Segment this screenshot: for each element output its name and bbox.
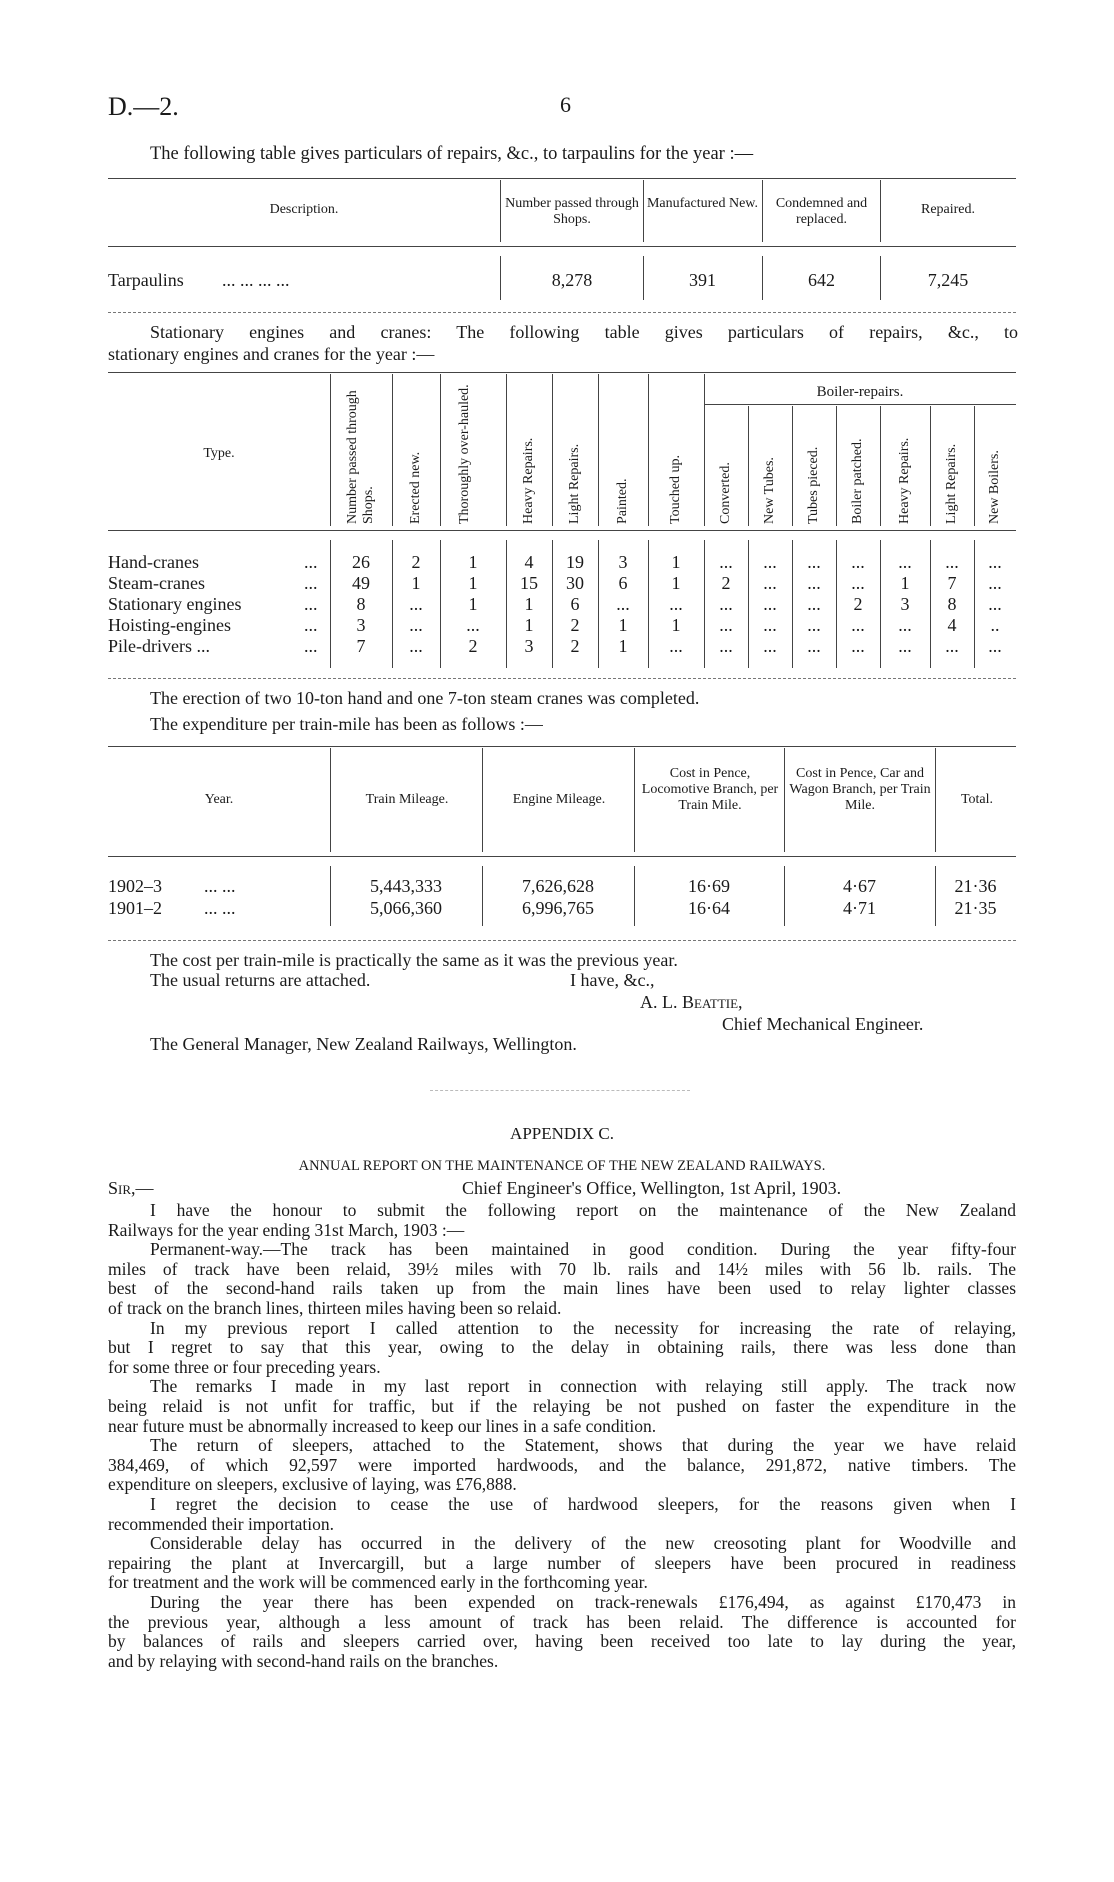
table-cell: ... [988,552,1002,572]
col-divider [762,180,763,242]
table-cell: ... [851,573,865,593]
header-manufactured: Manufactured New. [646,196,759,211]
header-type: Type. [203,446,235,461]
addressee: The General Manager, New Zealand Railways, Wellington. [150,1034,577,1054]
table-cell: ... [988,594,1002,614]
table-cell: ... [669,594,683,614]
table-cell: ... [409,594,423,614]
header-condemned: Condemned and replaced. [775,196,868,227]
header-cost-car-wagon: Cost in Pence, Car and Wagon Branch, per Train Mile. [789,766,931,813]
expenditure-intro: The expenditure per train-mile has been as follows :— [150,714,543,734]
table-rule [108,178,1016,179]
appendix-line: being relaid is not unfit for traffic, but if the relaying be not pushed on faster the expenditure in the [108,1396,1016,1416]
table-rule [108,530,1016,531]
header-touched-up: Touched up. [668,454,683,524]
section-divider [430,1090,690,1091]
header-boiler-heavy-repairs: Heavy Repairs. [897,437,912,524]
table-cell: 5,443,333 [370,876,442,896]
table-cell: 16·69 [688,876,730,896]
table-rule [108,312,1016,313]
table-rule [108,678,1016,679]
table-cell: 2 [721,573,731,593]
table-cell: 2 [570,615,580,635]
col-divider [598,374,599,526]
col-divider [784,748,785,852]
appendix-line: best of the second-hand rails taken up from the main lines have been used to relay lighter classes [108,1278,1016,1299]
table-cell: 2 [411,552,421,572]
header-description: Description. [269,202,339,217]
appendix-line: of track on the branch lines, thirteen miles having been so relaid. [108,1298,562,1318]
table-cell: ... [898,615,912,635]
table-cell: 3 [524,636,534,656]
table-cell: 30 [566,573,584,593]
col-divider [792,406,793,526]
value-condemned: 642 [808,270,835,290]
col-divider [440,374,441,526]
value-repaired: 7,245 [927,270,969,290]
table-cell: ... [807,573,821,593]
table-cell: 21·35 [954,898,997,918]
row-label: Pile-drivers ... [108,636,210,656]
appendix-line: Considerable delay has occurred in the delivery of the new creosoting plant for Woodville and [150,1533,1016,1554]
header-thoroughly-overhauled: Thoroughly over-hauled. [457,384,472,524]
leader-dots: ... [304,594,318,614]
table-rule [108,746,1016,747]
table-cell: 4·67 [843,876,876,896]
header-boiler-repairs: Boiler-repairs. [816,384,904,400]
appendix-title: APPENDIX C. [510,1124,614,1143]
table-cell: ... [988,573,1002,593]
appendix-line: In my previous report I called attention to the necessity for increasing the rate of relaying, [150,1317,1016,1338]
table-cell: ... [807,636,821,656]
col-divider [482,748,483,852]
table-cell: ... [409,636,423,656]
table-cell: 8 [947,594,957,614]
appendix-line: and by relaying with second-hand rails on the branches. [108,1650,499,1671]
header-cost-locomotive: Cost in Pence, Locomotive Branch, per Train Mile. [641,766,779,813]
table-cell: 6 [570,594,580,614]
table-cell: ... [466,615,480,635]
leader-dots: ... [304,636,318,656]
appendix-line: recommended their importation. [108,1513,334,1534]
table-cell: 1 [671,615,681,635]
table-cell: ... [851,552,865,572]
col-divider [930,406,931,526]
col-divider [648,374,649,526]
appendix-line: I regret the decision to cease the use of hardwood sleepers, for the reasons given when I [150,1494,1016,1514]
header-painted: Painted. [615,478,630,524]
table-cell: ... [719,552,733,572]
table-cell: ... [763,636,777,656]
table-cell: ... [616,594,630,614]
col-divider [330,748,331,852]
header-light-repairs: Light Repairs. [567,443,582,524]
table-cell: 3 [356,615,366,635]
page-reference: D.—2. [108,92,179,121]
table-cell: 2 [570,636,580,656]
appendix-line: near future must be abnormally increased to keep our lines in a safe condition. [108,1415,657,1436]
salutation: Sir,— [108,1178,154,1198]
table-cell: 5,066,360 [370,898,442,918]
table-cell: 1 [524,594,534,614]
table-cell: ... [409,615,423,635]
col-divider [500,180,501,242]
appendix-line: by balances of rails and sleepers carried over, having been received too late to lay during the year, [108,1631,1016,1652]
header-new-tubes: New Tubes. [762,457,777,524]
col-divider [500,256,501,300]
appendix-subtitle: ANNUAL REPORT ON THE MAINTENANCE OF THE NEW ZEALAND RAILWAYS. [298,1158,826,1174]
table-cell: 2 [468,636,478,656]
row-label: Hoisting-engines [108,615,231,635]
page-number: 6 [560,92,571,117]
table-cell: 8 [356,594,366,614]
row-year: 1901–2 [108,898,162,918]
header-converted: Converted. [718,462,733,524]
appendix-line: I have the honour to submit the following report on the maintenance of the New Zealand [150,1200,1016,1220]
closing-line-2: The usual returns are attached. [150,970,371,990]
table-cell: 1 [618,615,628,635]
table-rule [108,372,1016,373]
header-total: Total. [960,792,994,807]
table-cell: 15 [520,573,538,593]
table-cell: ... [719,615,733,635]
table-cell: 7 [947,573,957,593]
table-cell: ... [763,552,777,572]
table-cell: ... [945,636,959,656]
table-cell: 4 [524,552,534,572]
table-cell: 6,996,765 [522,898,594,918]
table-cell: 3 [900,594,910,614]
table-cell: 1 [411,573,421,593]
row-label: Hand-cranes [108,552,199,572]
table-cell: 1 [671,552,681,572]
table-cell: 19 [566,552,584,572]
table-cell: ... [763,615,777,635]
table-rule [108,246,1016,247]
table-cell: ... [988,636,1002,656]
header-boiler-patched: Boiler patched. [850,438,865,524]
col-divider [704,374,705,526]
table-cell: 1 [468,552,478,572]
col-divider [634,748,635,852]
table-cell: ... [807,594,821,614]
table-cell: ... [898,552,912,572]
table-cell: 1 [468,573,478,593]
closing-line-1: The cost per train-mile is practically the same as it was the previous year. [150,950,678,970]
col-divider [880,256,881,300]
table-cell: 7,626,628 [522,876,594,896]
header-heavy-repairs: Heavy Repairs. [521,437,536,524]
appendix-line: miles of track have been relaid, 39½ miles with 70 lb. rails and 14½ miles with 56 lb. rails. The [108,1258,1016,1279]
appendix-line: for some three or four preceding years. [108,1356,381,1377]
leader-dots: ... ... ... ... [222,270,290,290]
leader-dots: ... ... [204,876,236,896]
col-divider [935,748,936,852]
table-cell: 2 [853,594,863,614]
table-rule [108,940,1016,941]
col-divider [974,406,975,526]
col-divider [836,406,837,526]
row-label: Steam-cranes [108,573,205,593]
col-divider [643,256,644,300]
header-erected-new: Erected new. [408,451,423,524]
appendix-line: The remarks I made in my last report in connection with relaying still apply. The track now [150,1376,1016,1397]
col-divider [552,374,553,526]
appendix-line: Railways for the year ending 31st March, 1903 :— [108,1219,465,1240]
appendix-line: 384,469, of which 92,597 were imported hardwoods, and the balance, 291,872, native timbers. The [108,1454,1016,1475]
col-divider [392,374,393,526]
cranes-completed-text: The erection of two 10-ton hand and one 7-ton steam cranes was completed. [150,688,700,708]
appendix-line: repairing the plant at Invercargill, but a large number of sleepers have been procured in readiness [108,1552,1016,1573]
table-cell: .. [990,615,1000,635]
table-cell: 1 [671,573,681,593]
signature-name: A. L. Beattie, [640,992,743,1012]
table-cell: 1 [468,594,478,614]
table-cell: ... [719,636,733,656]
table-cell: 6 [618,573,628,593]
table-cell: ... [945,552,959,572]
header-engine-mileage: Engine Mileage. [512,792,606,807]
col-divider [506,374,507,526]
col-divider [643,180,644,242]
header-new-boilers: New Boilers. [987,450,1002,524]
table-cell: 1 [900,573,910,593]
table-cell: 4·71 [843,898,876,918]
leader-dots: ... [304,615,318,635]
table-cell: ... [851,636,865,656]
table-cell: ... [807,552,821,572]
table-rule [108,856,1016,857]
header-number-passed: Number passed through Shops. [505,196,639,227]
leader-dots: ... ... [204,898,236,918]
table-cell: 26 [352,552,370,572]
col-divider [762,256,763,300]
leader-dots: ... [304,552,318,572]
leader-dots: ... [304,573,318,593]
table-cell: ... [669,636,683,656]
header-repaired: Repaired. [920,202,976,217]
appendix-line: Permanent-way.—The track has been maintained in good condition. During the year fifty-four [150,1239,1016,1260]
appendix-line: During the year there has been expended on track-renewals £176,494, as against £170,473 in [150,1592,1016,1612]
table-cell: 3 [618,552,628,572]
col-divider [880,180,881,242]
stationary-intro-2: stationary engines and cranes for the year :— [108,344,435,364]
table-rule [704,404,1016,405]
table-cell: ... [807,615,821,635]
row-label: Tarpaulins [108,270,184,290]
row-year: 1902–3 [108,876,162,896]
stationary-intro-1: Stationary engines and cranes: The following table gives particulars of repairs, &c., to [150,322,1018,342]
table-cell: 21·36 [954,876,997,896]
col-divider [748,406,749,526]
table-cell: ... [898,636,912,656]
col-divider [330,374,331,526]
table-cell: 4 [947,615,957,635]
header-tubes-pieced: Tubes pieced. [806,446,821,524]
value-manufactured: 391 [689,270,716,290]
table-cell: ... [763,594,777,614]
appendix-line: for treatment and the work will be commenced early in the forthcoming year. [108,1572,648,1593]
table-cell: 49 [352,573,370,593]
header-year: Year. [204,792,234,807]
header-boiler-light-repairs: Light Repairs. [944,443,959,524]
closing-have: I have, &c., [570,970,655,990]
appendix-line: the previous year, although a less amount of track has been relaid. The difference is accounted for [108,1611,1016,1632]
value-number-passed: 8,278 [551,270,593,290]
tarpaulins-intro: The following table gives particulars of repairs, &c., to tarpaulins for the year :— [150,144,754,164]
office-dateline: Chief Engineer's Office, Wellington, 1st April, 1903. [462,1178,842,1198]
table-cell: ... [719,594,733,614]
appendix-line: expenditure on sleepers, exclusive of laying, was £76,888. [108,1474,517,1495]
table-cell: 1 [524,615,534,635]
col-divider [880,406,881,526]
table-cell: 7 [356,636,366,656]
signature-title: Chief Mechanical Engineer. [722,1014,924,1034]
appendix-line: The return of sleepers, attached to the Statement, shows that during the year we have relaid [150,1435,1016,1456]
appendix-line: but I regret to say that this year, owing to the delay in obtaining rails, there was less done than [108,1337,1016,1358]
table-cell: 16·64 [688,898,730,918]
header-number-passed: Number passed through Shops. [345,390,376,524]
table-cell: ... [763,573,777,593]
table-cell: ... [851,615,865,635]
header-train-mileage: Train Mileage. [365,792,449,807]
table-cell: 1 [618,636,628,656]
row-label: Stationary engines [108,594,242,614]
